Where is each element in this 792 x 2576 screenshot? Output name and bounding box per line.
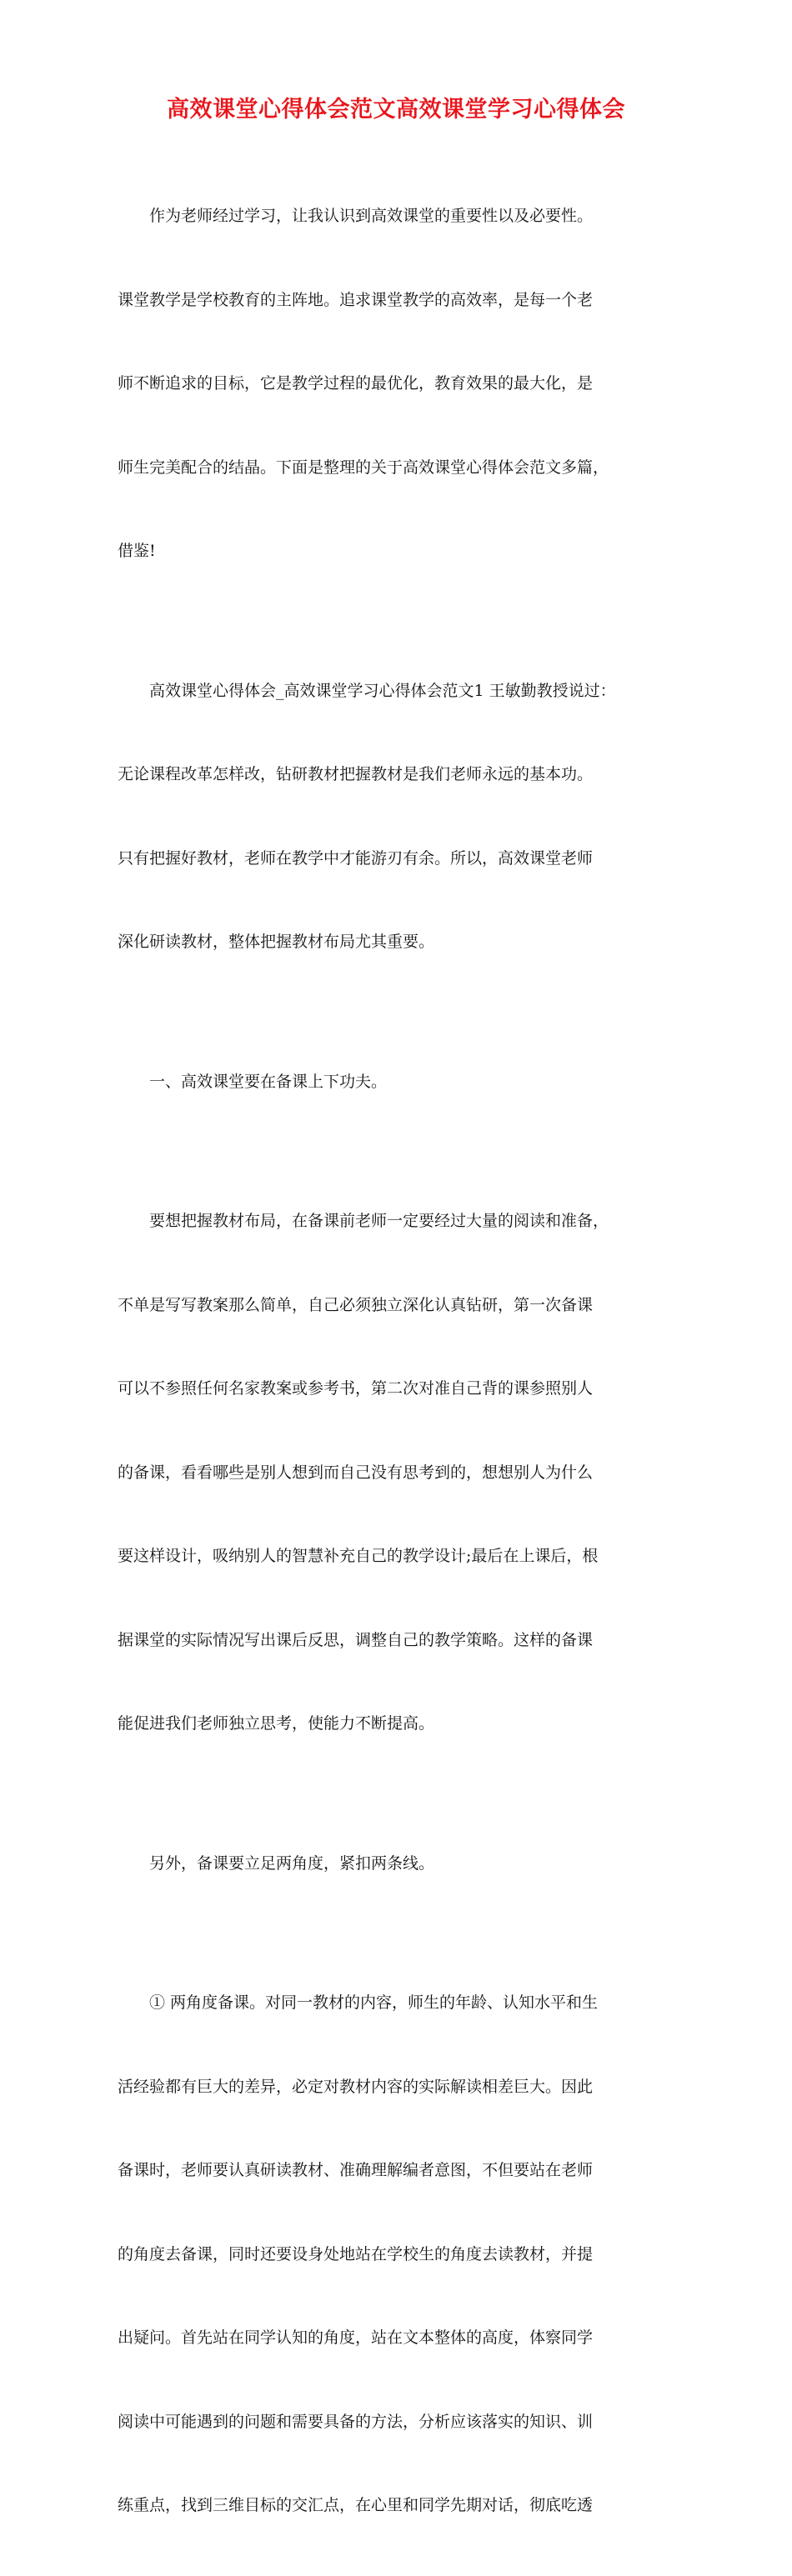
- text-line: 另外，备课要立足两角度，紧扣两条线。: [149, 1853, 435, 1873]
- text-line: 出疑问。首先站在同学认知的角度，站在文本整体的高度，体察同学: [118, 2328, 594, 2347]
- text-line: 要想把握教材布局，在备课前老师一定要经过大量的阅读和准备，: [149, 1212, 609, 1230]
- text-line: 作为老师经过学习，让我认识到高效课堂的重要性以及必要性。: [149, 207, 594, 225]
- text-line: 的角度去备课，同时还要设身处地站在学校生的角度去读教材，并提: [118, 2244, 594, 2263]
- paragraph-intro: [118, 147, 681, 622]
- text-line: 只有把握好教材，老师在教学中才能游刃有余。所以，高效课堂老师: [118, 848, 594, 868]
- text-line: 一、高效课堂要在备课上下功夫。: [149, 1072, 388, 1091]
- paragraph-quote: [118, 622, 681, 1013]
- text-line: 深化研读教材，整体把握教材布局尤其重要。: [118, 933, 435, 951]
- text-line: 练重点，找到三维目标的交汇点，在心里和同学先期对话，彻底吃透: [118, 2496, 594, 2514]
- text-line: 可以不参照任何名家教案或参考书，第二次对准自己背的课参照别人: [118, 1379, 594, 1398]
- paragraph-two-angles-intro: [118, 1794, 681, 1934]
- text-line: 高效课堂心得体会_高效课堂学习心得体会范文1 王敏勤教授说过：: [149, 681, 616, 700]
- text-line: 无论课程改革怎样改，钻研教材把握教材是我们老师永远的基本功。: [118, 765, 594, 783]
- text-line: 师不断追求的目标，它是教学过程的最优化，教育效果的最大化，是: [118, 374, 594, 393]
- text-line: 阅读中可能遇到的问题和需要具备的方法，分析应该落实的知识、训: [118, 2412, 594, 2431]
- text-line: ① 两角度备课。对同一教材的内容，师生的年龄、认知水平和生: [149, 1993, 599, 2012]
- paragraph-lesson-prep: [118, 1152, 681, 1794]
- text-line: 课堂教学是学校教育的主阵地。追求课堂教学的高效率，是每一个老: [118, 290, 594, 309]
- paragraph-two-angles: [118, 1933, 681, 2576]
- document-body: [118, 147, 681, 2576]
- text-line: 借鉴!: [118, 542, 156, 560]
- document-title: 高效课堂心得体会范文高效课堂学习心得体会: [167, 97, 625, 123]
- text-line: 不单是写写教案那么简单，自己必须独立深化认真钻研，第一次备课: [118, 1295, 594, 1314]
- text-line: 备课时，老师要认真研读教材、准确理解编者意图，不但要站在老师: [118, 2161, 594, 2179]
- text-line: 师生完美配合的结晶。下面是整理的关于高效课堂心得体会范文多篇，: [118, 458, 609, 477]
- text-line: 活经验都有巨大的差异，必定对教材内容的实际解读相差巨大。因此: [118, 2077, 594, 2096]
- text-line: 的备课，看看哪些是别人想到而自己没有思考到的，想想别人为什么: [118, 1463, 594, 1482]
- text-line: 能促进我们老师独立思考，使能力不断提高。: [118, 1714, 435, 1733]
- section-heading: [118, 1013, 681, 1153]
- text-line: 要这样设计，吸纳别人的智慧补充自己的教学设计;最后在上课后，根: [118, 1547, 599, 1565]
- text-line: 据课堂的实际情况写出课后反思，调整自己的教学策略。这样的备课: [118, 1630, 594, 1649]
